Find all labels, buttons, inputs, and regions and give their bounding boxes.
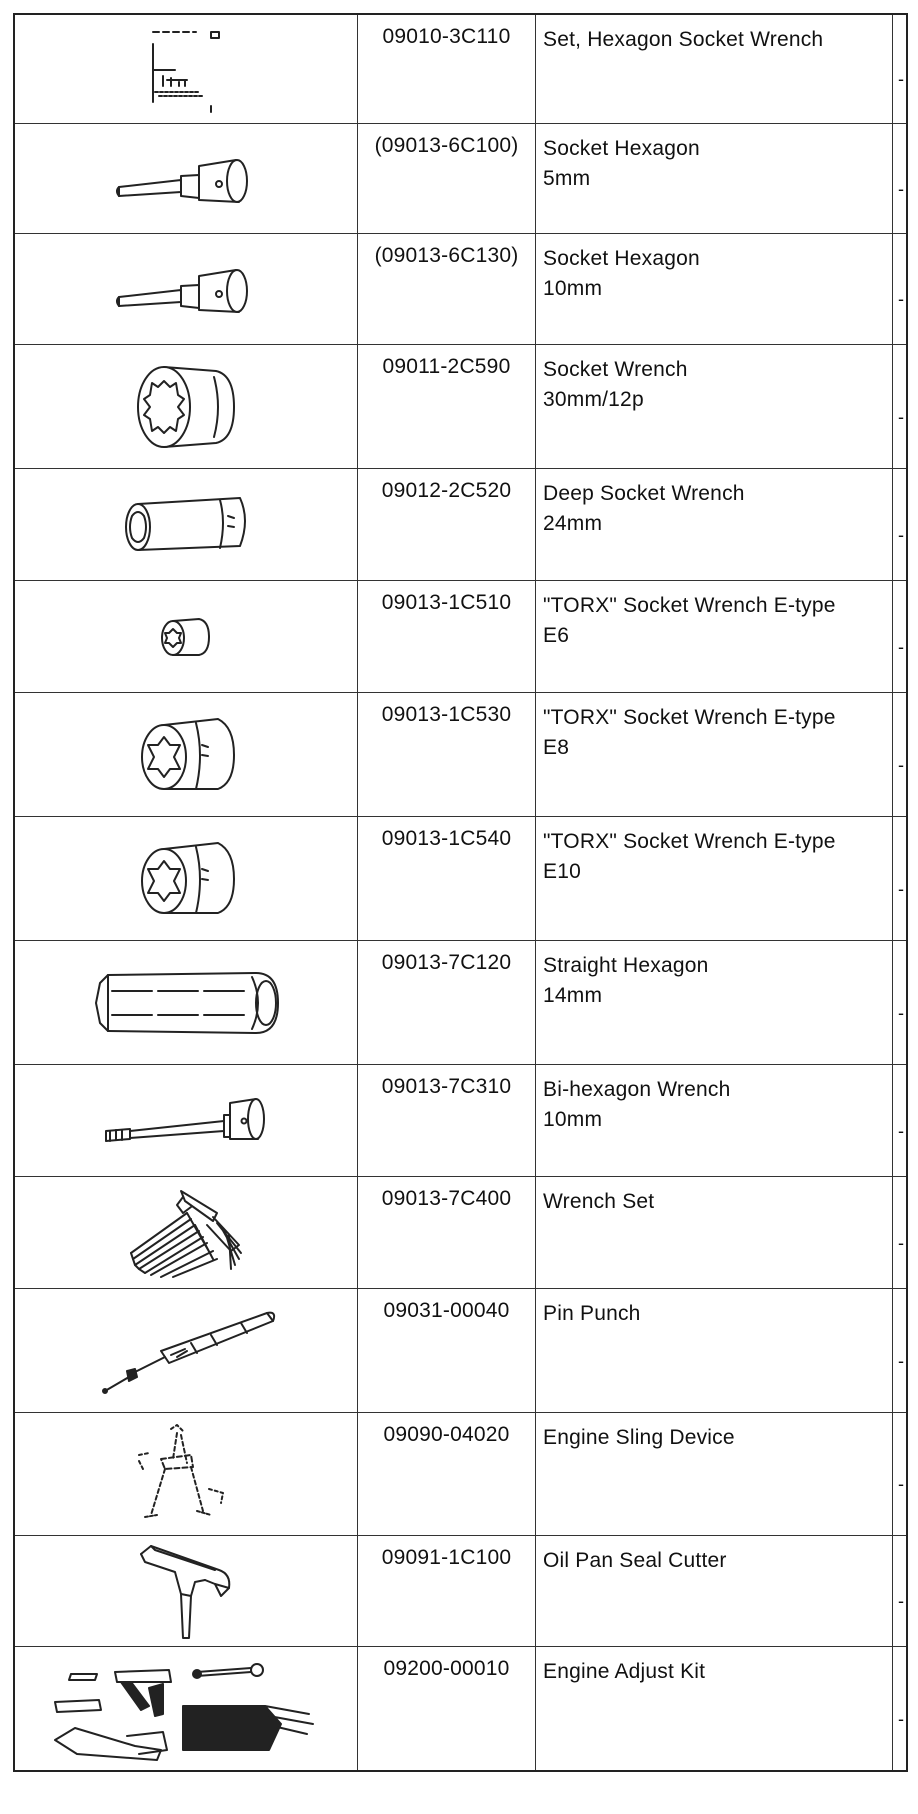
extra-cell [893,1065,906,1176]
extra-cell [893,234,906,344]
part-number: 09011-2C590 [358,345,536,468]
description-line: "TORX" Socket Wrench E-type [543,830,836,853]
table-row [15,15,906,124]
extra-cell [893,124,906,233]
description-line: 14mm [543,984,603,1007]
table-row [15,1413,906,1536]
dash-mark: - [898,1708,904,1729]
table-row [15,345,906,469]
dash-mark: - [898,178,904,199]
tool-description [536,1647,893,1770]
table-row [15,1647,906,1770]
description-line: Socket Wrench [543,358,688,381]
dash-mark: - [898,1591,904,1611]
tool-image-cell [15,124,358,233]
extra-cell [893,1289,906,1412]
table-row [15,1536,906,1647]
description-line: "TORX" Socket Wrench E-type [543,594,836,617]
torx-socket-icon [126,829,246,929]
table-row [15,941,906,1065]
dash-mark: - [898,1120,904,1141]
table-row [15,1177,906,1289]
bi-hexagon-wrench-icon [96,1081,276,1161]
description-line: E8 [543,736,570,759]
tool-description [536,1177,893,1288]
tool-description [536,1536,893,1646]
extra-cell [893,817,906,940]
part-number: 09013-1C510 [358,581,536,692]
tool-description [536,581,893,692]
tool-image-cell [15,941,358,1064]
description-line: 10mm [543,277,603,300]
extra-cell [893,581,906,692]
seal-cutter-icon [131,1536,241,1646]
extra-cell [893,693,906,816]
part-number: 09091-1C100 [358,1536,536,1646]
tool-image-cell [15,345,358,468]
description-line: E10 [543,860,581,883]
socket-set-box-icon [141,24,231,114]
hex-bit-socket-icon [111,254,261,324]
tool-image-cell [15,581,358,692]
extra-cell [893,941,906,1064]
part-number: 09031-00040 [358,1289,536,1412]
part-number: 09013-1C540 [358,817,536,940]
description-line: Straight Hexagon [543,954,709,977]
tool-description [536,1413,893,1535]
dash-mark: - [898,1474,904,1494]
tool-image-cell [15,234,358,344]
extra-cell [893,469,906,580]
tool-image-cell [15,1647,358,1770]
description-line: 10mm [543,1108,603,1131]
tool-image-cell [15,1289,358,1412]
part-number: 09013-7C310 [358,1065,536,1176]
dash-mark: - [898,754,904,775]
extra-cell [893,1413,906,1535]
tool-description [536,469,893,580]
dash-mark: - [898,289,904,309]
engine-sling-device-icon [131,1419,241,1529]
description-line: Pin Punch [543,1302,641,1325]
tool-description [536,1065,893,1176]
tool-description [536,941,893,1064]
table-row [15,693,906,817]
extra-cell [893,15,906,123]
engine-adjust-kit-icon [51,1654,321,1764]
description-line: E6 [543,624,570,647]
part-number: 09013-7C120 [358,941,536,1064]
description-line: 30mm/12p [543,388,644,411]
description-line: "TORX" Socket Wrench E-type [543,706,836,729]
tool-image-cell [15,1065,358,1176]
extra-cell [893,1177,906,1288]
socket-12-point-icon [126,357,246,457]
description-line: Socket Hexagon [543,137,700,160]
table-row [15,581,906,693]
torx-socket-icon [126,705,246,805]
hex-key-set-icon [121,1183,251,1283]
tool-image-cell [15,1177,358,1288]
part-number: (09013-6C100) [358,124,536,233]
tool-description [536,345,893,468]
dash-mark: - [898,1350,904,1371]
tool-description [536,817,893,940]
dash-mark: - [898,69,904,89]
table-row [15,1289,906,1413]
table-row [15,234,906,345]
part-number: 09013-7C400 [358,1177,536,1288]
dash-mark: - [898,636,904,657]
straight-hexagon-icon [86,963,286,1043]
part-number: 09013-1C530 [358,693,536,816]
extra-cell [893,1647,906,1770]
tool-image-cell [15,15,358,123]
description-line: Set, Hexagon Socket Wrench [543,28,824,51]
table-row [15,817,906,941]
deep-socket-icon [116,490,256,560]
tool-description [536,234,893,344]
tool-image-cell [15,1413,358,1535]
tool-description [536,15,893,123]
tool-description [536,693,893,816]
table-row [15,469,906,581]
part-number: 09010-3C110 [358,15,536,123]
torx-socket-small-icon [151,607,221,667]
part-number: 09200-00010 [358,1647,536,1770]
special-tools-table [13,13,908,1772]
tool-image-cell [15,693,358,816]
dash-mark: - [898,406,904,427]
tool-image-cell [15,817,358,940]
description-line: 5mm [543,167,591,190]
tool-image-cell [15,1536,358,1646]
table-row [15,1065,906,1177]
part-number: 09090-04020 [358,1413,536,1535]
extra-cell [893,345,906,468]
dash-mark: - [898,524,904,545]
pin-punch-icon [91,1301,281,1401]
dash-mark: - [898,878,904,899]
part-number: 09012-2C520 [358,469,536,580]
hex-bit-socket-icon [111,144,261,214]
tool-image-cell [15,469,358,580]
description-line: Bi-hexagon Wrench [543,1078,731,1101]
description-line: Engine Sling Device [543,1426,735,1449]
tool-description [536,1289,893,1412]
table-row [15,124,906,234]
description-line: Deep Socket Wrench [543,482,745,505]
description-line: Socket Hexagon [543,247,700,270]
description-line: 24mm [543,512,603,535]
dash-mark: - [898,1002,904,1023]
description-line: Wrench Set [543,1190,655,1213]
description-line: Oil Pan Seal Cutter [543,1549,727,1572]
description-line: Engine Adjust Kit [543,1660,706,1683]
extra-cell [893,1536,906,1646]
part-number: (09013-6C130) [358,234,536,344]
tool-description [536,124,893,233]
dash-mark: - [898,1232,904,1253]
